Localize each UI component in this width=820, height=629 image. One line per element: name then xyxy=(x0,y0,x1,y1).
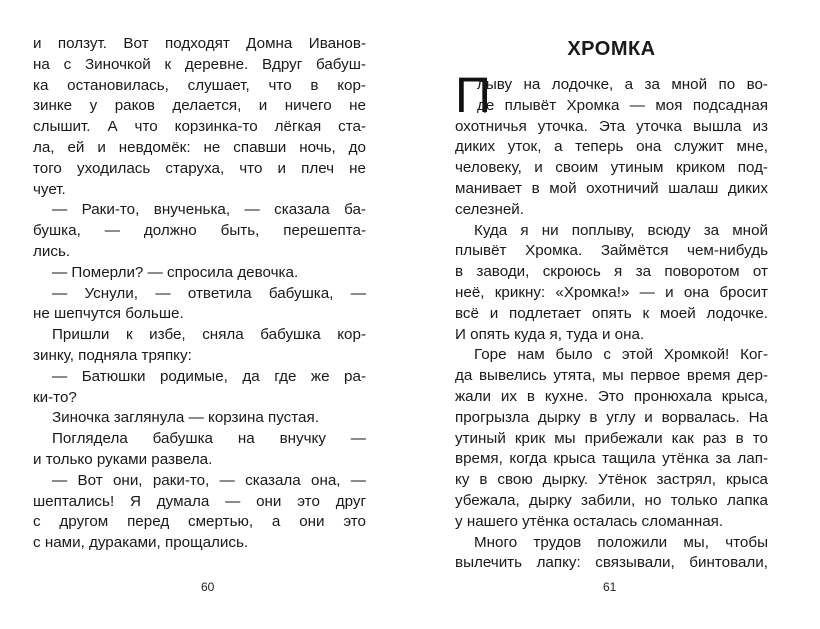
text-line: лыву на лодочке, а за мной по во- xyxy=(477,76,768,93)
chapter-title: ХРОМКА xyxy=(567,38,656,60)
text-line: не шепчутся больше. xyxy=(33,305,184,323)
text-line: зинку, подняла тряпку: xyxy=(33,346,192,364)
text-line: — Батюшки родимые, да где же ра- xyxy=(52,367,366,385)
right-page-number: 61 xyxy=(603,580,617,594)
text-line: Много трудов положили мы, чтобы xyxy=(474,533,768,551)
text-line: диких уток, а теперь она служит мне, xyxy=(455,138,768,156)
text-line: да вывелись утята, мы первое время дер- xyxy=(455,367,768,385)
text-line: чует. xyxy=(33,180,66,198)
text-line: убежала, дырку забили, но только лапка xyxy=(455,491,768,509)
text-line: де плывёт Хромка — моя подсадная xyxy=(477,96,768,114)
text-line: — Вот они, раки-то, — сказала она, — xyxy=(52,471,366,489)
text-line: и только руками развела. xyxy=(33,450,213,468)
drop-cap: П xyxy=(455,67,491,123)
text-line: всё и подлетает опять к моей лодочке. xyxy=(455,304,768,322)
text-line: Куда я ни поплыву, всюду за мной xyxy=(474,221,768,239)
text-line: манивает в мой охотничий шалаш диких xyxy=(455,179,768,197)
text-line: селезней. xyxy=(455,200,525,218)
text-line: в заводи, скроюсь я за поворотом от xyxy=(455,263,768,281)
text-line: с другом перед смертью, а они это xyxy=(33,513,366,531)
text-line: зинке у раков делается, и ничего не xyxy=(33,97,366,115)
text-line: Поглядела бабушка на внучку — xyxy=(52,430,366,448)
text-line: охотничья уточка. Эта уточка вышла из xyxy=(455,117,768,135)
text-line: — Померли? — спросила девочка. xyxy=(52,263,299,281)
text-line: на с Зиночкой к деревне. Вдруг бабуш- xyxy=(33,55,366,73)
text-line: и ползут. Вот подходят Домна Иванов- xyxy=(33,35,366,52)
text-line: шептались! Я думала — они это друг xyxy=(33,492,366,510)
text-line: жали их в кухне. Это пронюхала крыса, xyxy=(455,387,768,405)
text-line: слышит. А что корзинка-то лёгкая ста- xyxy=(33,118,366,136)
text-line: Пришли к избе, сняла бабушка кор- xyxy=(52,326,366,344)
text-line: ку в свою дырку. Утёнок застрял, крыса xyxy=(455,471,768,489)
text-line: ки-то? xyxy=(33,388,77,406)
text-line: плывёт Хромка. Займётся чем-нибудь xyxy=(455,242,768,260)
text-line: человеку, и своим утиным криком под- xyxy=(455,159,768,177)
text-line: у нашего утёнка осталась сломанная. xyxy=(455,512,724,530)
text-line: того уходилась старуха, что и плеч не xyxy=(33,159,366,177)
text-line: Зиночка заглянула — корзина пустая. xyxy=(52,409,319,427)
text-line: лись. xyxy=(33,242,71,260)
text-line: вылечить лапку: связывали, бинтовали, xyxy=(455,554,768,572)
left-page-number: 60 xyxy=(201,580,215,594)
text-line: И опять куда я, туда и она. xyxy=(455,325,645,343)
text-line: неё, крикну: «Хромка!» — и она бросит xyxy=(455,283,768,301)
text-line: время, когда крыса тащила утёнка за лап- xyxy=(455,450,768,468)
text-line: — Раки-то, внученька, — сказала ба- xyxy=(52,201,366,219)
right-page-text xyxy=(455,67,768,574)
text-line: Горе нам было с этой Хромкой! Ког- xyxy=(474,346,768,364)
text-line: утиный крик мы прибежали как раз в то xyxy=(455,429,768,447)
text-line: — Уснули, — ответила бабушка, — xyxy=(52,284,366,302)
text-line: бушка, — должно быть, перешепта- xyxy=(33,222,366,240)
text-line: прогрызла дырку в углу и ворвалась. На xyxy=(455,408,768,426)
text-line: ка остановилась, слушает, что в кор- xyxy=(33,76,366,94)
text-line: с нами, дураками, прощались. xyxy=(33,534,249,552)
text-line: ла, ей и невдомёк: не спавши ночь, до xyxy=(33,138,366,156)
left-page-text xyxy=(33,34,366,554)
